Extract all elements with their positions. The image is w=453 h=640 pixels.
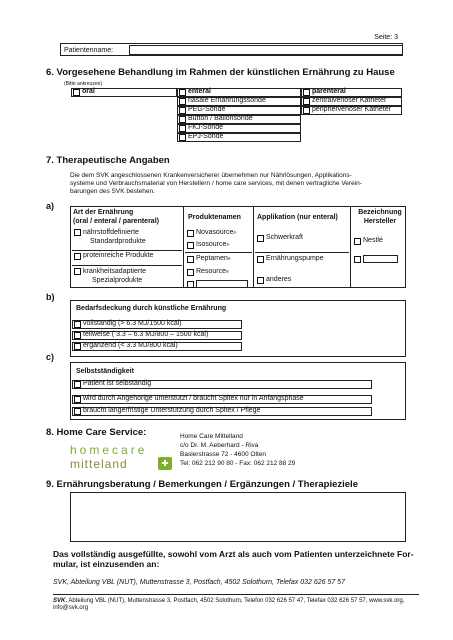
selbst-item[interactable] <box>72 407 372 416</box>
checkbox[interactable] <box>257 277 264 284</box>
checkbox[interactable] <box>303 107 310 114</box>
parenteral-label: parenteral <box>312 88 346 96</box>
bedarf-item[interactable] <box>72 320 242 329</box>
checkbox[interactable] <box>303 98 310 105</box>
item-label: Isosource <box>196 241 227 248</box>
page-number: Seite: 3 <box>374 34 398 41</box>
product-item[interactable] <box>187 255 231 264</box>
option-enteral[interactable] <box>177 88 301 97</box>
product-other-field[interactable] <box>196 280 248 288</box>
selbst-title: Selbstständigkeit <box>76 368 134 375</box>
option-parenteral[interactable] <box>301 88 402 97</box>
item-label: Ernährungspumpe <box>266 255 324 262</box>
item-label: Schwerkraft <box>266 234 303 241</box>
letter-c: c) <box>46 352 55 362</box>
table-divider <box>253 206 254 288</box>
section-7-title: 7. Therapeutische Angaben <box>46 155 170 166</box>
item-label: Resource <box>196 268 226 275</box>
enteral-item[interactable] <box>177 115 301 124</box>
address-line: Home Care Mittelland <box>180 433 243 440</box>
item-label: wird durch Angehörige unterstützt / braucht Spitex nur in Anfangsphase <box>83 395 304 403</box>
closing-instruction <box>53 549 423 569</box>
item-label: teilweise ( 3.3 – 6.3 MJ/800 – 1500 kcal) <box>83 331 209 339</box>
item-label: periphervenöser Katheter <box>312 106 391 114</box>
item-label-line: krankheitsadaptierte <box>83 268 147 275</box>
checkbox[interactable] <box>179 107 186 114</box>
footer-brand: SVK <box>53 598 66 604</box>
letter-b: b) <box>46 292 55 302</box>
enteral-label: enteral <box>188 88 211 96</box>
header-application: Applikation (nur enteral) <box>257 214 338 221</box>
item-label: ergänzend (< 3.3 MJ/800 kcal) <box>83 342 178 350</box>
item-label-line: Spezialprodukte <box>92 276 143 284</box>
home-care-address <box>180 432 295 468</box>
product-other[interactable] <box>187 280 248 288</box>
section-8-title: 8. Home Care Service: <box>46 427 147 438</box>
header-line: (oral / enteral / parenteral) <box>73 217 159 225</box>
checkbox[interactable] <box>179 125 186 132</box>
item-label: FKJ-Sonde <box>188 124 224 132</box>
item-label: vollständig (> 6.3 MJ/1500 kcal) <box>83 320 182 328</box>
letter-a: a) <box>46 201 55 211</box>
parenteral-item[interactable] <box>301 97 402 106</box>
item-label-line: Standardprodukte <box>90 237 146 245</box>
item-label: anderes <box>266 276 292 283</box>
item-label: Peptamen <box>196 255 228 262</box>
manufacturer-other[interactable] <box>354 255 398 263</box>
parenteral-checkbox[interactable] <box>303 89 310 96</box>
trademark: ® <box>225 269 229 274</box>
item-label: proteinreiche Produkte <box>83 252 154 259</box>
section-6-hint: (Bitte ankreuzen) <box>64 81 103 87</box>
table-divider <box>350 206 351 288</box>
patient-name-box <box>60 43 403 56</box>
closing-line: mular, ist einzusenden an: <box>53 559 160 569</box>
product-item[interactable] <box>187 241 229 250</box>
checkbox[interactable] <box>187 269 194 276</box>
section-7-intro <box>70 172 410 196</box>
checkbox[interactable] <box>74 408 81 415</box>
checkbox[interactable] <box>74 268 81 275</box>
item-label: Nestlé <box>363 237 383 244</box>
item-label: braucht längerfristige Unterstützung durch Spitex / Pflege <box>83 407 261 415</box>
checkbox[interactable] <box>74 381 81 388</box>
intro-line: barungen des SVK bestehen. <box>70 188 155 195</box>
footer-email: info@svk.org <box>53 605 89 611</box>
checkbox[interactable] <box>74 396 81 403</box>
application-item[interactable] <box>257 276 291 285</box>
enteral-item[interactable] <box>177 97 301 106</box>
checkbox[interactable] <box>74 229 81 236</box>
checkbox[interactable] <box>187 242 194 249</box>
trademark: ® <box>226 242 230 247</box>
checkbox[interactable] <box>257 235 264 242</box>
art-item[interactable] <box>74 229 146 246</box>
section-9-title: 9. Ernährungsberatung / Bemerkungen / Ergänzungen / Therapieziele <box>46 479 358 490</box>
checkbox[interactable] <box>187 281 194 288</box>
logo-text: homecare <box>70 443 148 457</box>
manufacturer-other-field[interactable] <box>363 255 398 263</box>
header-art <box>73 209 159 226</box>
checkbox[interactable] <box>187 230 194 237</box>
checkbox[interactable] <box>257 256 264 263</box>
product-item[interactable] <box>187 229 236 238</box>
bedarf-title: Bedarfsdeckung durch künstliche Ernährung <box>76 305 227 312</box>
selbst-item[interactable] <box>72 395 372 404</box>
section-6-title: 6. Vorgesehene Behandlung im Rahmen der künstlichen Ernährung zu Hause <box>46 67 395 78</box>
table-rule <box>185 252 252 253</box>
table-rule <box>255 252 349 253</box>
parenteral-item[interactable] <box>301 106 402 115</box>
art-item[interactable] <box>74 252 153 261</box>
remarks-field[interactable] <box>70 492 406 542</box>
item-label: PEG-Sonde <box>188 106 226 114</box>
bedarf-item[interactable] <box>72 331 242 340</box>
checkbox[interactable] <box>74 332 81 339</box>
patient-name-field[interactable] <box>129 45 403 55</box>
home-care-logo <box>70 444 175 476</box>
bedarf-item[interactable] <box>72 342 242 351</box>
oral-label: oral <box>82 88 95 96</box>
checkbox[interactable] <box>179 98 186 105</box>
patient-name-label: Patientenname: <box>64 47 114 54</box>
application-item[interactable] <box>257 234 303 243</box>
item-label-line: nährstoffdefinierte <box>83 229 139 236</box>
send-address: SVK, Abteilung VBL (NUT), Muttenstrasse 3, Postfach, 4502 Solothurn, Telefax 032 626 57 57 <box>53 579 345 586</box>
option-oral[interactable] <box>71 88 177 97</box>
checkbox[interactable] <box>187 256 194 263</box>
checkbox[interactable] <box>179 134 186 141</box>
checkbox[interactable] <box>74 321 81 328</box>
enteral-item[interactable] <box>177 133 301 142</box>
enteral-checkbox[interactable] <box>179 89 186 96</box>
header-products: Produktenamen <box>188 214 241 221</box>
manufacturer-item[interactable] <box>354 237 383 246</box>
intro-line: systeme und Verbrauchsmaterial von Herstellern / home care services, mit denen vertragliche Verein- <box>70 180 362 187</box>
header-line: Bezeichnung <box>358 209 402 216</box>
intro-line: Die dem SVK angeschlossenen Krankenversicherer übernehmen nur Nährlösungen, Applikations- <box>70 172 352 179</box>
footer-text: , Abteilung VBL (NUT), Muttenstrasse 3, Postfach, 4502 Solothurn, Telefon 032 626 57 47, Telefax 032 626 57 57, www.svk.org, <box>65 598 405 604</box>
table-divider <box>183 206 184 288</box>
footer <box>53 598 423 612</box>
address-line: Baslerstrasse 72 - 4600 Olten <box>180 451 266 458</box>
header-line: Art der Ernährung <box>73 209 134 216</box>
item-label: Novasource <box>196 229 234 236</box>
oral-checkbox[interactable] <box>73 89 80 96</box>
address-line: c/o Dr. M. Aeberhard - Riva <box>180 442 259 449</box>
logo-emblem-icon: ✚ <box>158 457 172 470</box>
item-label: Patient ist selbständig <box>83 380 152 388</box>
application-item[interactable] <box>257 255 324 264</box>
art-item[interactable] <box>74 268 146 285</box>
item-label: Button / Ballonsonde <box>188 115 253 123</box>
address-line: Tel: 062 212 90 80 - Fax: 062 212 88 29 <box>180 460 296 467</box>
item-label: nasale Ernährungssonde <box>188 97 266 105</box>
enteral-item[interactable] <box>177 124 301 133</box>
selbst-item[interactable] <box>72 380 372 389</box>
item-label: EPJ-Sonde <box>188 133 224 141</box>
table-rule <box>72 250 182 251</box>
table-rule <box>72 265 182 266</box>
enteral-item[interactable] <box>177 106 301 115</box>
header-line: Hersteller <box>363 217 397 225</box>
trademark: ® <box>227 256 231 261</box>
closing-line: Das vollständig ausgefüllte, sowohl vom Arzt als auch vom Patienten unterzeichnete For- <box>53 549 414 559</box>
footer-line <box>53 598 423 605</box>
trademark: ® <box>233 230 237 235</box>
header-manufacturer <box>356 209 404 226</box>
item-label: zentralvenöser Katheter <box>312 97 387 105</box>
checkbox[interactable] <box>74 253 81 260</box>
checkbox[interactable] <box>74 343 81 350</box>
footer-rule <box>53 594 419 595</box>
checkbox[interactable] <box>354 256 361 263</box>
item-label <box>83 268 146 285</box>
item-label <box>83 229 146 246</box>
product-item[interactable] <box>187 268 229 277</box>
checkbox[interactable] <box>354 238 361 245</box>
checkbox[interactable] <box>179 116 186 123</box>
logo-text: mitteland <box>70 457 128 471</box>
